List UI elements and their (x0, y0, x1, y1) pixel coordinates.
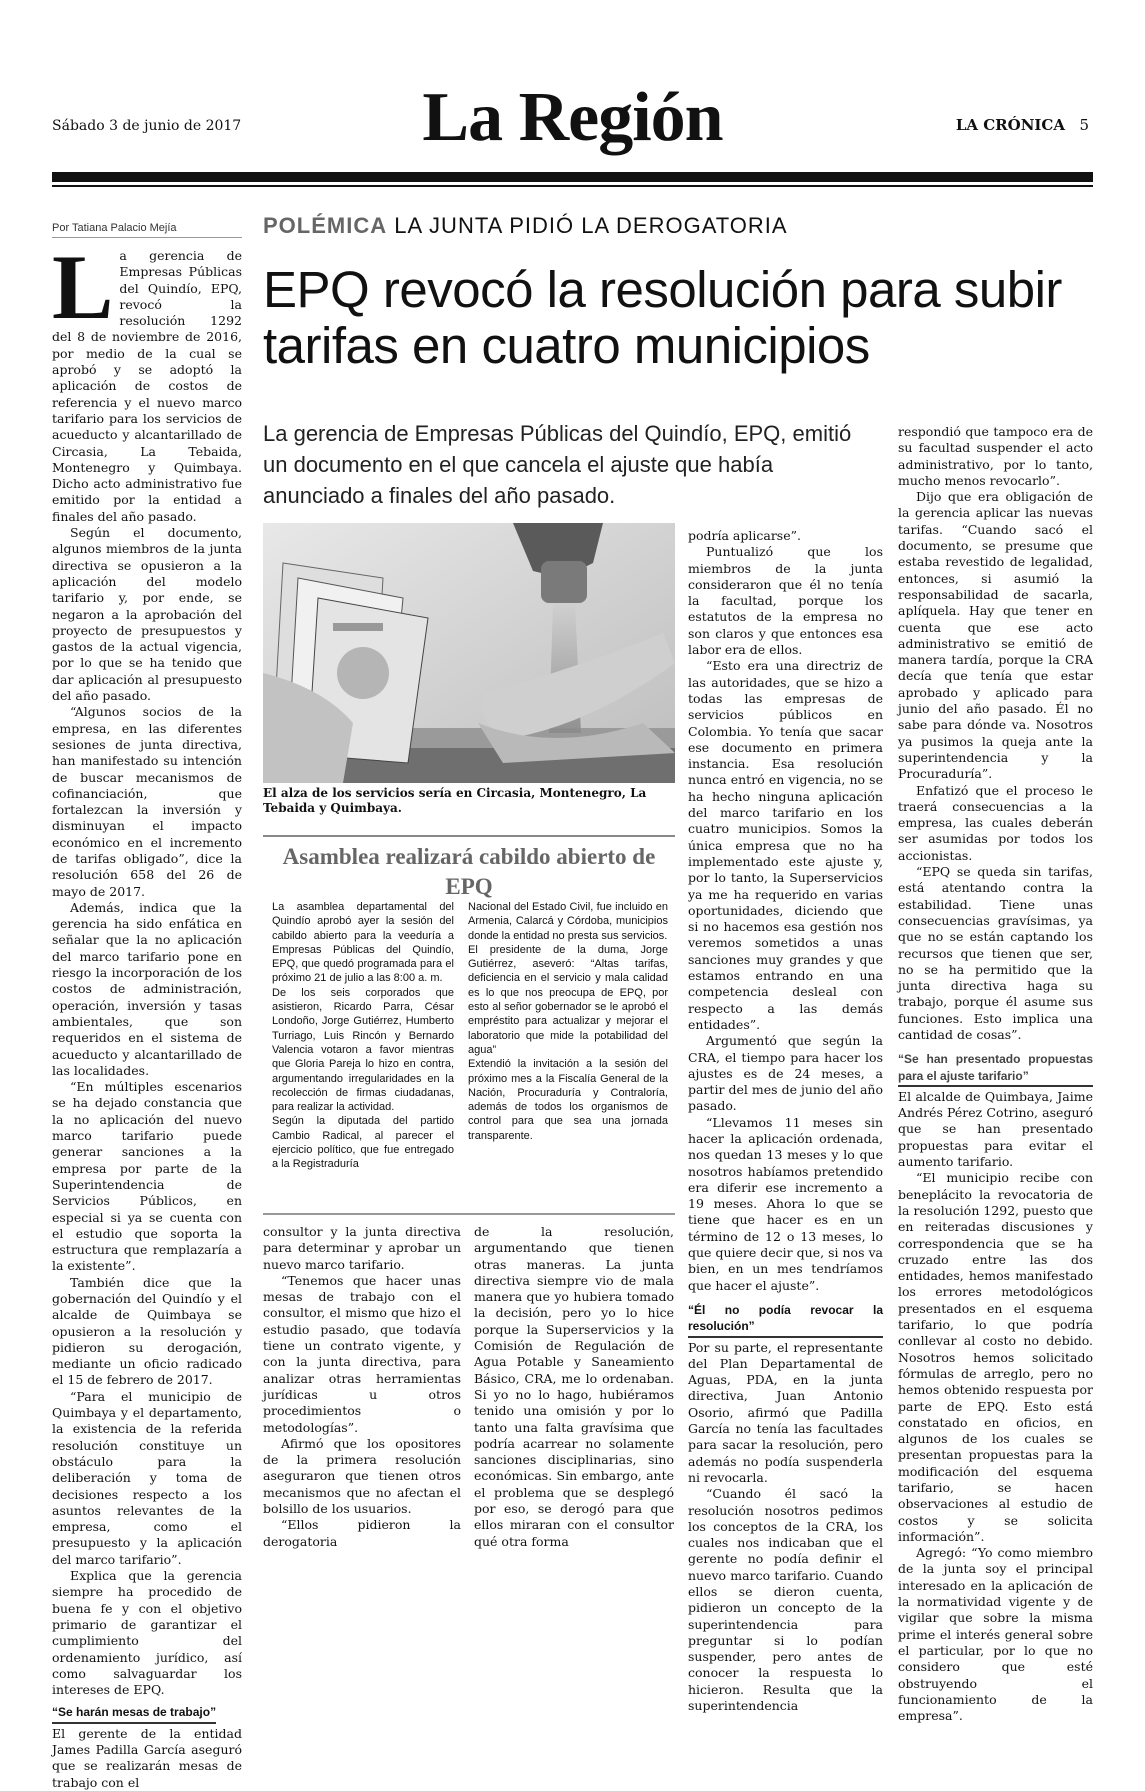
kicker (263, 213, 788, 239)
deck: La gerencia de Empresas Públicas del Quindío, EPQ, emitió un documento en el que cancela el ajuste que había anunciado a finales del año pasado. (263, 421, 852, 508)
paragraph: “Cuando él sacó la resolución nosotros pedimos los conceptos de la CRA, los cuales nos indicaban que el gerente no podía definir el nuevo marco tarifario. Cuando ellos se dieron cuenta, pidieron un concepto de la superintendencia para preguntar si lo podían suspender, pero antes de conocer la respuesta lo hicieron. Resulta que la superintendencia (688, 1486, 883, 1714)
paragraph: Explica que la gerencia siempre ha procedido de buena fe y con el objetivo primario de garantizar el cumplimiento del ordenamiento jurídico, así como salvaguardar los intereses de EPQ. (52, 1568, 242, 1698)
paragraph: Nacional del Estado Civil, fue incluido en Armenia, Calarcá y Córdoba, municipios donde la entidad no presta sus servicios. (468, 901, 668, 942)
paragraph: El gerente de la entidad James Padilla García aseguró que se realizarán mesas de trabajo con el (52, 1725, 242, 1790)
paragraph: Dijo que era obligación de la gerencia aplicar las nuevas tarifas. “Cuando sacó el documento, se presume que estaba revestido de legalidad, entonces, si asumió la responsabilidad de sacarla, aplíquela. Hay que tener en cuenta que ese acto administrativo se emitió de manera tardía, porque la CRA decía que tenía que estar aprobado y aplicado para junio del año pasado. Él no sabe para dónde va. Nosotros ya pusimos la queja ante la superintendencia y la Procuraduría”. (898, 489, 1093, 782)
paragraph: respondió que tampoco era de su facultad suspender el acto administrativo, por lo tanto, mucho menos revocarlo”. (898, 424, 1093, 488)
paragraph: Extendió la invitación a la sesión del próximo mes a la Fiscalía General de la Nación, Procuraduría y Contraloría, además de todos los organismos de control para que sea una jornada transparente. (468, 1058, 668, 1142)
paragraph: “Esto era una directriz de las autoridades, que se hizo a todas las empresas de servicios públicos en Colombia. Yo tenía que sacar ese documento en primera instancia. Esa resolución nunca entró en vigencia, no se ha hecho ninguna aplicación del marco tarifario en los cuatro municipios. Somos la única empresa que no ha implementado este ajuste y, por lo tanto, la Superservicios ya me ha requerido en varias oportunidades, diciendo que si no hacemos esa gestión nos veremos sometidos a unas sanciones muy grandes y que estamos entrando en una competencia desleal con respecto a las demás entidades”. (688, 658, 883, 1032)
subhead: “Se harán mesas de trabajo” (52, 1704, 216, 1723)
paragraph: La asamblea departamental del Quindío aprobó ayer la sesión del cabildo abierto para la veeduría a Empresas Públicas del Quindío, EPQ, que quedó programada para el próximo 21 de julio a las 8:00 a. m. (272, 901, 454, 985)
section-masthead: La Región (422, 79, 723, 156)
headline: EPQ revocó la resolución para subir tarifas en cuatro municipios (263, 261, 1062, 374)
article-column-1 (52, 236, 242, 1790)
subhead: “Él no podía revocar la resolución” (688, 1302, 883, 1338)
paragraph: “El municipio recibe con beneplácito la revocatoria de la resolución 1292, puesto que en reiteradas discusiones y correspondencia que se ha cruzado entre las dos entidades, hemos manifestado los errores metodológicos presentados en el esquema tarifario, lo que podría conllevar al costo no debido. Nosotros hemos solicitado fórmulas de arreglo, pero no hemos obtenido respuesta por parte de EPQ. Esto está constatado en oficios, en algunos de los cuales se presentan propuestas para la modificación del esquema tarifario, se hacen observaciones al estudio de costos y se solicita información”. (898, 1170, 1093, 1544)
paragraph: “Tenemos que hacer unas mesas de trabajo con el consultor, el mismo que hizo el estudio pasado, que todavía tiene un contrato vigente, y con la junta directiva, para analizar otras herramientas jurídicas u otros procedimientos o metodologías”. (263, 1272, 461, 1435)
paragraph: Puntualizó que los miembros de la junta consideraron que él no tenía la facultad, porque los estatutos de la empresa no son claros y que entonces esa labor era de ellos. (688, 544, 883, 658)
issue-date: Sábado 3 de junio de 2017 (52, 118, 242, 134)
sidebar-column-left (272, 900, 454, 1205)
kicker-text: LA JUNTA PIDIÓ LA DEROGATORIA (394, 213, 788, 238)
article-column-3 (474, 1224, 674, 1594)
kicker-label: POLÉMICA (263, 213, 388, 238)
paragraph: Argumentó que según la CRA, el tiempo para hacer los ajustes es de 24 meses, a partir del mes de junio del año pasado. (688, 1033, 883, 1114)
paragraph: Además, indica que la gerencia ha sido enfática en señalar que la no aplicación del marco tarifario pone en riesgo la incorporación de los costos de administración, operación, inversión y tasas ambientales, que son requeridos en el sistema de acueducto y alcantarillado de las localidades. (52, 899, 242, 1078)
sidebar-title: Asamblea realizará cabildo abierto de EPQ (282, 844, 656, 899)
paragraph: consultor y la junta directiva para determinar y aprobar un nuevo marco tarifario. (263, 1224, 461, 1272)
article-column-2 (263, 1224, 461, 1594)
paragraph: Afirmó que los opositores de la primera resolución aseguraron que tienen otros mecanismos que no afectan el bolsillo de los usuarios. (263, 1435, 461, 1517)
paragraph: “Algunos socios de la empresa, en las diferentes sesiones de junta directiva, han manifestado su intención de buscar mecanismos de cofinanciación, que fortalezcan la inversión y disminuyan el impacto económico en el incremento de tarifas obligado”, dice la resolución 658 del 26 de mayo de 2017. (52, 704, 242, 899)
article-column-5 (898, 424, 1093, 1724)
paragraph: “Para el municipio de Quimbaya y el departamento, la existencia de la referida resolución constituye un obstáculo para la deliberación y toma de decisiones respecto a los asuntos relevantes de la empresa, como el presupuesto y la aplicación del marco tarifario”. (52, 1388, 242, 1567)
paragraph: Agregó: “Yo como miembro de la junta soy el principal interesado en la aplicación de la normatividad vigente y de vigilar que sobre la misma prime el interés general sobre el particular, por lo que no considero que esté obstruyendo el funcionamiento de la empresa”. (898, 1545, 1093, 1724)
paragraph: podría aplicarse”. (688, 528, 801, 543)
paragraph: Según el documento, algunos miembros de la junta directiva se opusieron a la aplicación del modelo tarifario y, por ende, se negaron a la aprobación del proyecto de presupuestos y gastos de la actual vigencia, por lo que se ha tenido que dar aplicación al presupuesto del año pasado. (52, 525, 242, 704)
header-rule-thin (52, 185, 1093, 187)
photo-caption: El alza de los servicios sería en Circasia, Montenegro, La Tebaida y Quimbaya. (263, 786, 647, 815)
sidebar-rule (263, 1213, 675, 1215)
paragraph: de la resolución, argumentando que tienen otras maneras. La junta directiva siempre vio de mala manera que yo hubiera tomado la decisión, pero yo lo hice porque la Superservicios y la Comisión de Regulación de Agua Potable y Saneamiento Básico, CRA, me lo ordenaban. Si yo no lo hago, hubiéramos tenido una omisión y por lo tanto una falta gravísima que podría acarrear no solamente sanciones disciplinarias, sino económicas. Sin embargo, ante el problema que se desplegó por eso, se derogó para que ellos miraran con el consultor qué otra forma (474, 1224, 674, 1549)
sidebar-column-right (468, 900, 668, 1205)
paragraph: “Ellos pidieron la derogatoria (263, 1517, 461, 1549)
article-column-4 (688, 528, 883, 1714)
newspaper-brand: LA CRÓNICA (955, 116, 1065, 134)
paragraph: “Llevamos 11 meses sin hacer la aplicación ordenada, nos quedan 13 meses y lo que nosotros habíamos pretendido era diferir ese incremento a 19 meses. Ahora lo que se tiene que hacer es en un término de 12 o 13 meses, lo que quiere decir que, si nos va bien, en un mes tendríamos que hacer el ajuste”. (688, 1114, 883, 1293)
subhead: “Se han presentado propuestas para el ajuste tarifario” (898, 1051, 1093, 1087)
paragraph: “En múltiples escenarios se ha dejado constancia que la no aplicación del nuevo marco tarifario puede generar sanciones a la empresa por parte de la Superintendencia de Servicios Públicos, en especial si ya se cuenta con el estudio que soporta la estructura que remplazaría a la existente”. (52, 1079, 242, 1274)
paragraph: El alcalde de Quimbaya, Jaime Andrés Pérez Cotrino, aseguró que se han presentado propuestas para evitar el aumento tarifario. (898, 1088, 1093, 1170)
byline: Por Tatiana Palacio Mejía (52, 222, 242, 238)
news-photo (263, 523, 675, 783)
paragraph: “EPQ se queda sin tarifas, está atentando contra la estabilidad. Tiene unas consecuencias gravísimas, ya que no se están captando los recursos que tienen que ser, no se ha permitido que la junta directiva haga su trabajo, porque él asume sus funciones. Esto implica una cantidad de cosas”. (898, 864, 1093, 1042)
paragraph: Según la diputada del partido Cambio Radical, al parecer el ejercicio político, que fue entregado a la Registraduría (272, 1115, 454, 1171)
paragraph: Enfatizó que el proceso le traerá consecuencias a la empresa, las cuales deberán ser asumidas por todos los accionistas. (898, 782, 1093, 863)
page-number: 5 (1079, 116, 1089, 134)
paragraph: El presidente de la duma, Jorge Gutiérrez, aseveró: “Altas tarifas, deficiencia en el servicio y mala calidad es lo que nos preocupa de EPQ, por esto al señor gobernador se le aprobó el empréstito para actualizar y mejorar el laboratorio que mide la potabilidad del agua” (468, 943, 668, 1056)
paragraph: a gerencia de Empresas Públicas del Quindío, EPQ, revocó la resolución 1292 del 8 de noviembre de 2016, por medio de la cual se aprobó y se adoptó la aplicación de costos de referencia y el nuevo marco tarifario para los servicios de acueducto y alcantarillado de Circasia, La Tebaida, Montenegro y Quimbaya. Dicho acto administrativo fue emitido por la entidad a finales del año pasado. (52, 248, 242, 524)
paragraph: Por su parte, el representante del Plan Departamental de Aguas, PDA, en la junta directiva, Juan Antonio Osorio, afirmó que Padilla García no tenía las facultades para sacar la resolución, pero además no podía suspenderla ni revocarla. (688, 1339, 883, 1485)
header-rule-thick (52, 172, 1093, 182)
drop-cap: L (52, 236, 114, 338)
paragraph: También dice que la gobernación del Quindío y el alcalde de Quimbaya se opusieron a la resolución y pidieron su derogación, mediante un oficio radicado el 15 de febrero de 2017. (52, 1274, 242, 1388)
paragraph: De los seis corporados que asistieron, Ricardo Parra, César Londoño, Jorge Gutiérrez, Humberto Turriago, Luis Rincón y Bernardo Valencia votaron a favor mientras que Gloria Pareja lo hizo en contra, argumentando irregularidades en la recolección de firmas ciudadanas, para realizar la actividad. (272, 986, 454, 1114)
